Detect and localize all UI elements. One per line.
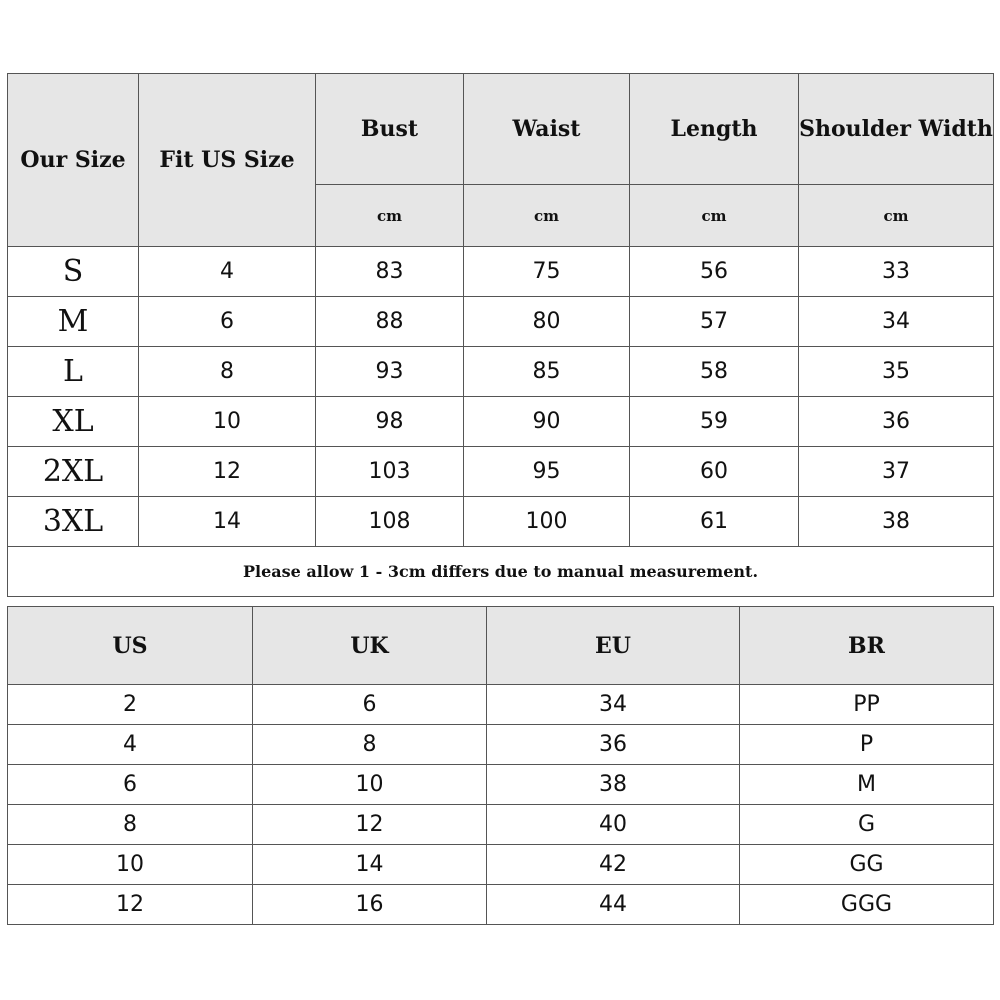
unit-bust: cm (316, 185, 464, 247)
size-label: S (8, 247, 139, 297)
bust-value: 88 (316, 297, 464, 347)
fit-us-value: 10 (139, 397, 316, 447)
size-conversion-table (7, 606, 994, 925)
bust-value: 98 (316, 397, 464, 447)
size-label: L (8, 347, 139, 397)
table-row (8, 805, 994, 845)
shoulder-value: 38 (799, 497, 994, 547)
waist-value: 95 (464, 447, 630, 497)
fit-us-value: 4 (139, 247, 316, 297)
waist-value: 100 (464, 497, 630, 547)
table-row (8, 885, 994, 925)
length-value: 58 (630, 347, 799, 397)
length-value: 57 (630, 297, 799, 347)
eu-value: 38 (487, 765, 740, 805)
header-bust: Bust (316, 74, 464, 185)
shoulder-value: 35 (799, 347, 994, 397)
table-row (8, 347, 994, 397)
eu-value: 34 (487, 685, 740, 725)
uk-value: 6 (253, 685, 487, 725)
table-row (8, 297, 994, 347)
size-label: 2XL (8, 447, 139, 497)
br-value: PP (740, 685, 994, 725)
table-row (8, 725, 994, 765)
shoulder-value: 36 (799, 397, 994, 447)
length-value: 56 (630, 247, 799, 297)
table-row (8, 845, 994, 885)
length-value: 59 (630, 397, 799, 447)
unit-shoulder-width: cm (799, 185, 994, 247)
fit-us-value: 14 (139, 497, 316, 547)
br-value: G (740, 805, 994, 845)
br-value: GG (740, 845, 994, 885)
eu-value: 44 (487, 885, 740, 925)
header-length: Length (630, 74, 799, 185)
header-us: US (8, 607, 253, 685)
header-uk: UK (253, 607, 487, 685)
shoulder-value: 37 (799, 447, 994, 497)
eu-value: 42 (487, 845, 740, 885)
length-value: 60 (630, 447, 799, 497)
size-label: M (8, 297, 139, 347)
bust-value: 108 (316, 497, 464, 547)
us-value: 10 (8, 845, 253, 885)
us-value: 12 (8, 885, 253, 925)
waist-value: 90 (464, 397, 630, 447)
table-row (8, 765, 994, 805)
us-value: 2 (8, 685, 253, 725)
br-value: M (740, 765, 994, 805)
table-row (8, 497, 994, 547)
br-value: GGG (740, 885, 994, 925)
waist-value: 85 (464, 347, 630, 397)
bust-value: 83 (316, 247, 464, 297)
us-value: 8 (8, 805, 253, 845)
fit-us-value: 12 (139, 447, 316, 497)
bust-value: 93 (316, 347, 464, 397)
header-eu: EU (487, 607, 740, 685)
header-br: BR (740, 607, 994, 685)
br-value: P (740, 725, 994, 765)
shoulder-value: 34 (799, 297, 994, 347)
table-row (8, 397, 994, 447)
shoulder-value: 33 (799, 247, 994, 297)
measurement-note: Please allow 1 - 3cm differs due to manual measurement. (8, 547, 994, 597)
waist-value: 75 (464, 247, 630, 297)
eu-value: 36 (487, 725, 740, 765)
length-value: 61 (630, 497, 799, 547)
waist-value: 80 (464, 297, 630, 347)
us-value: 6 (8, 765, 253, 805)
table-row (8, 247, 994, 297)
uk-value: 12 (253, 805, 487, 845)
header-fit-us-size: Fit US Size (139, 74, 316, 247)
header-shoulder-width: Shoulder Width (799, 74, 994, 185)
uk-value: 8 (253, 725, 487, 765)
bust-value: 103 (316, 447, 464, 497)
uk-value: 10 (253, 765, 487, 805)
size-label: XL (8, 397, 139, 447)
table-row (8, 447, 994, 497)
fit-us-value: 6 (139, 297, 316, 347)
uk-value: 16 (253, 885, 487, 925)
size-chart-table (7, 73, 994, 597)
unit-length: cm (630, 185, 799, 247)
fit-us-value: 8 (139, 347, 316, 397)
note-row (8, 547, 994, 597)
table-row (8, 685, 994, 725)
uk-value: 14 (253, 845, 487, 885)
unit-waist: cm (464, 185, 630, 247)
us-value: 4 (8, 725, 253, 765)
header-waist: Waist (464, 74, 630, 185)
eu-value: 40 (487, 805, 740, 845)
header-our-size: Our Size (8, 74, 139, 247)
size-label: 3XL (8, 497, 139, 547)
